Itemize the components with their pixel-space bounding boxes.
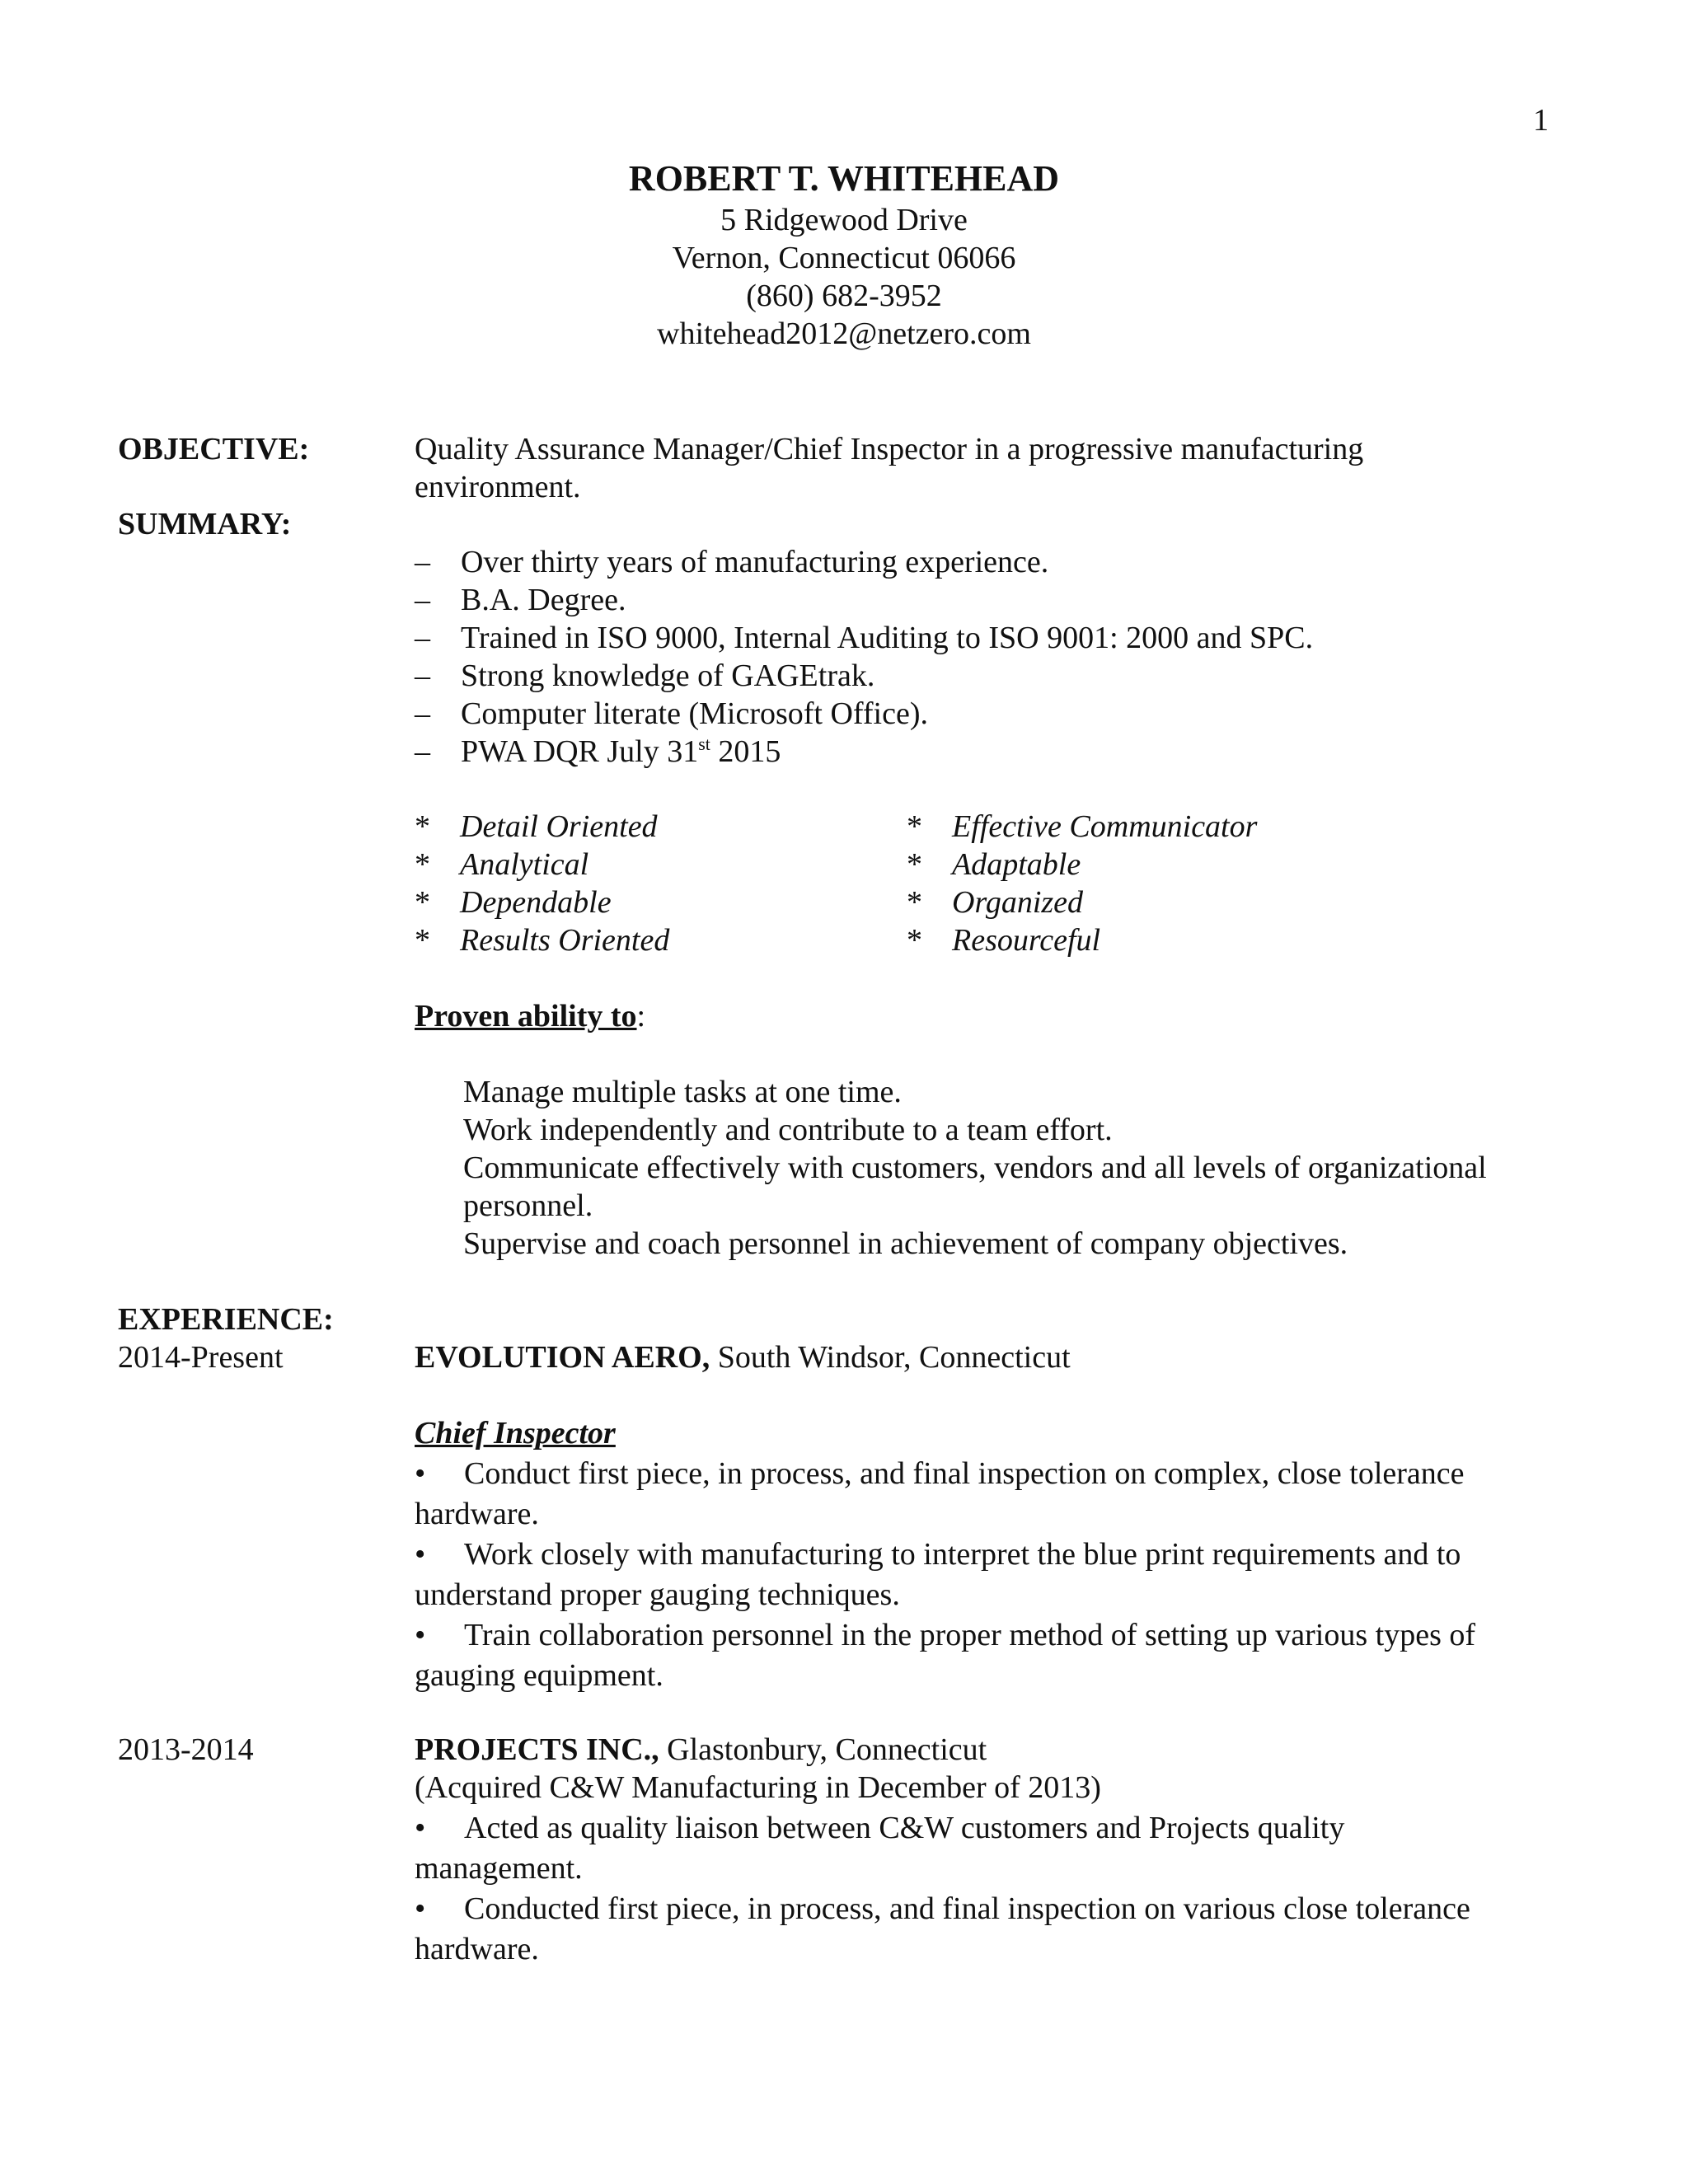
ability-line: Work independently and contribute to a team effort. xyxy=(463,1113,1113,1147)
job-bullet xyxy=(415,1455,1465,1493)
email-address: whitehead2012@netzero.com xyxy=(657,316,1031,351)
summary-item-text: Over thirty years of manufacturing experience. xyxy=(461,545,1049,579)
objective-line-2: environment. xyxy=(415,470,581,504)
star-marker: * xyxy=(907,809,922,844)
pwa-text: PWA DQR July 31 xyxy=(461,734,699,769)
job-employer xyxy=(415,1338,1071,1376)
city-state-zip: Vernon, Connecticut 06066 xyxy=(672,241,1016,275)
job-bullet-continuation: gauging equipment. xyxy=(415,1658,663,1693)
trait-right xyxy=(907,808,1257,846)
trait-left xyxy=(415,808,658,846)
summary-heading: SUMMARY: xyxy=(118,507,292,541)
trait-text: Detail Oriented xyxy=(460,809,658,844)
bullet-marker: • xyxy=(415,1537,426,1572)
dash-marker: – xyxy=(415,696,430,731)
trait-text: Organized xyxy=(952,885,1084,920)
trait-right xyxy=(907,883,1083,921)
trait-right xyxy=(907,921,1100,959)
trait-right xyxy=(907,846,1081,883)
job-bullet xyxy=(415,1535,1461,1573)
star-marker: * xyxy=(415,923,430,958)
dash-marker: – xyxy=(415,583,430,617)
star-marker: * xyxy=(415,809,430,844)
star-marker: * xyxy=(907,885,922,920)
summary-item xyxy=(415,619,1313,657)
ability-line: Supervise and coach personnel in achievement of company objectives. xyxy=(463,1226,1348,1261)
ability-line: personnel. xyxy=(463,1188,593,1223)
company-location: Glastonbury, Connecticut xyxy=(659,1732,987,1767)
phone-number: (860) 682-3952 xyxy=(746,279,942,313)
bullet-marker: • xyxy=(415,1811,426,1845)
bullet-marker: • xyxy=(415,1891,426,1926)
page-number: 1 xyxy=(1533,103,1549,138)
ability-line: Manage multiple tasks at one time. xyxy=(463,1075,902,1109)
dash-marker: – xyxy=(415,621,430,655)
job-bullet-continuation: hardware. xyxy=(415,1497,539,1531)
trait-left xyxy=(415,921,669,959)
star-marker: * xyxy=(907,923,922,958)
bullet-text: Train collaboration personnel in the proper method of setting up various types of xyxy=(464,1618,1476,1652)
trait-text: Dependable xyxy=(460,885,612,920)
job-note: (Acquired C&W Manufacturing in December of 2013) xyxy=(415,1770,1101,1805)
trait-text: Analytical xyxy=(460,847,589,882)
summary-item-pwa xyxy=(415,733,781,771)
trait-text: Results Oriented xyxy=(460,923,670,958)
proven-ability-heading xyxy=(415,997,645,1035)
bullet-text: Acted as quality liaison between C&W customers and Projects quality xyxy=(464,1811,1345,1845)
summary-item-text: Trained in ISO 9000, Internal Auditing to ISO 9001: 2000 and SPC. xyxy=(461,621,1314,655)
job-dates: 2013-2014 xyxy=(118,1732,254,1767)
dash-marker: – xyxy=(415,734,430,769)
job-dates: 2014-Present xyxy=(118,1340,284,1375)
summary-item xyxy=(415,657,874,695)
company-name: EVOLUTION AERO, xyxy=(415,1340,710,1375)
summary-item xyxy=(415,581,626,619)
ability-line: Communicate effectively with customers, vendors and all levels of organizational xyxy=(463,1151,1487,1185)
candidate-name: ROBERT T. WHITEHEAD xyxy=(628,158,1060,199)
summary-item-text: B.A. Degree. xyxy=(461,583,626,617)
proven-ability-colon: : xyxy=(636,999,646,1033)
bullet-marker: • xyxy=(415,1618,426,1652)
job-bullet xyxy=(415,1616,1475,1654)
street-address: 5 Ridgewood Drive xyxy=(720,203,968,237)
job-bullet xyxy=(415,1890,1470,1928)
job-bullet xyxy=(415,1809,1344,1847)
trait-left xyxy=(415,846,588,883)
company-name: PROJECTS INC., xyxy=(415,1732,659,1767)
job-bullet-continuation: understand proper gauging techniques. xyxy=(415,1577,900,1612)
star-marker: * xyxy=(907,847,922,882)
star-marker: * xyxy=(415,885,430,920)
job-bullet-continuation: hardware. xyxy=(415,1932,539,1966)
experience-heading: EXPERIENCE: xyxy=(118,1302,334,1337)
job-title: Chief Inspector xyxy=(415,1416,616,1451)
company-location: South Windsor, Connecticut xyxy=(710,1340,1071,1375)
summary-item-text: Computer literate (Microsoft Office). xyxy=(461,696,928,731)
objective-heading: OBJECTIVE: xyxy=(118,432,310,466)
proven-ability-label: Proven ability to xyxy=(415,999,637,1033)
job-employer xyxy=(415,1731,987,1769)
dash-marker: – xyxy=(415,658,430,693)
job-bullet-continuation: management. xyxy=(415,1851,583,1886)
bullet-text: Work closely with manufacturing to interpret the blue print requirements and to xyxy=(464,1537,1461,1572)
bullet-marker: • xyxy=(415,1456,426,1491)
trait-text: Adaptable xyxy=(952,847,1081,882)
bullet-text: Conduct first piece, in process, and final inspection on complex, close tolerance xyxy=(464,1456,1465,1491)
trait-text: Effective Communicator xyxy=(952,809,1258,844)
summary-item xyxy=(415,695,928,733)
trait-text: Resourceful xyxy=(952,923,1101,958)
summary-item xyxy=(415,543,1048,581)
pwa-year: 2015 xyxy=(710,734,781,769)
bullet-text: Conducted first piece, in process, and final inspection on various close tolerance xyxy=(464,1891,1470,1926)
pwa-ordinal-suffix: st xyxy=(698,733,710,754)
objective-line-1: Quality Assurance Manager/Chief Inspector in a progressive manufacturing xyxy=(415,432,1364,466)
star-marker: * xyxy=(415,847,430,882)
dash-marker: – xyxy=(415,545,430,579)
summary-item-text: Strong knowledge of GAGEtrak. xyxy=(461,658,875,693)
trait-left xyxy=(415,883,612,921)
